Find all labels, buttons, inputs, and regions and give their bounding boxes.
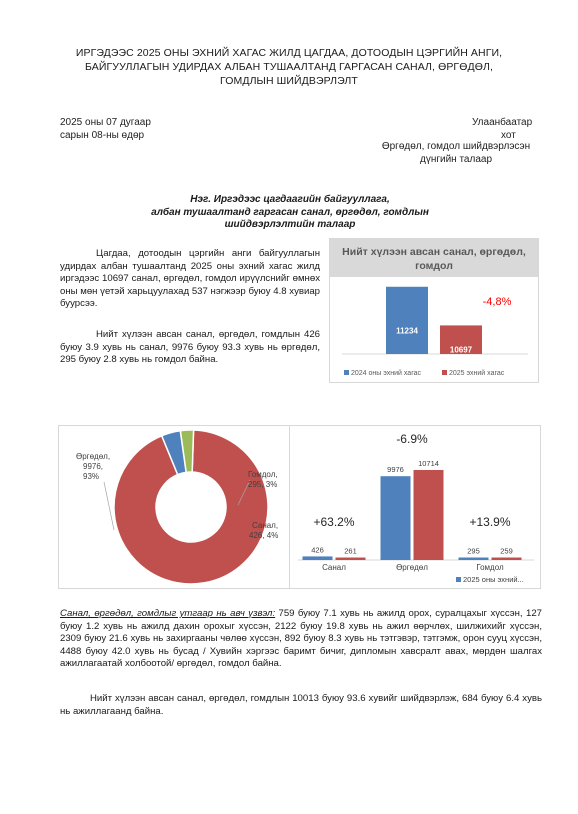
total-received-plot bbox=[330, 277, 538, 382]
bar-value-label: 10714 bbox=[418, 459, 439, 468]
change-label: +63.2% bbox=[313, 515, 355, 529]
section-heading-line-1: Нэг. Иргэдээс цагдаагийн байгууллага, bbox=[190, 194, 390, 205]
legend-label: 2025 оны эхний... bbox=[463, 575, 524, 584]
paragraph-4: Нийт хүлээн авсан санал, өргөдөл, гомдлын 10013 буюу 93.6 хувийг шийдвэрлэж, 684 буюу 6.4 хувь нь ажиллагаанд байна. bbox=[60, 693, 542, 717]
document-date bbox=[60, 116, 151, 142]
bar-value-label: 10697 bbox=[449, 345, 473, 355]
legend-swatch bbox=[442, 370, 447, 375]
donut-chart bbox=[58, 425, 289, 589]
slice-label: Санал, bbox=[252, 521, 279, 530]
bar-value-label: 426 bbox=[311, 545, 324, 555]
city-line-2: хот bbox=[501, 130, 516, 141]
date-line-1: 2025 оны 07 дугаар bbox=[60, 117, 151, 128]
dept-line-1: Өргөдөл, гомдол шийдвэрлэсэн bbox=[381, 141, 531, 152]
section-heading-line-2: албан тушаалтанд гаргасан санал, өргөдөл, гомдлын bbox=[151, 206, 429, 218]
slice-label: 426, 4% bbox=[249, 531, 279, 540]
bar-Санал-2 bbox=[336, 558, 366, 561]
leader-line bbox=[104, 482, 114, 530]
bar-value-label: 259 bbox=[500, 546, 513, 556]
slice-label: Гомдол, bbox=[248, 470, 278, 479]
slice-label: 295, 3% bbox=[248, 480, 278, 489]
bar-value-label: 9976 bbox=[387, 465, 404, 475]
legend-label: 2024 оны эхний хагас bbox=[351, 370, 421, 377]
bar-value-label: 11234 bbox=[396, 326, 418, 336]
bar-Гомдол-1 bbox=[459, 558, 489, 561]
dept-line-2: дүнгийн талаар bbox=[419, 154, 493, 165]
slice-label: 9976, bbox=[83, 462, 104, 471]
bar-Гомдол-2 bbox=[492, 558, 522, 561]
bar-1 bbox=[386, 287, 428, 354]
total-received-chart bbox=[329, 238, 539, 383]
paragraph-3 bbox=[60, 608, 542, 671]
legend-label: 2025 эхний хагас bbox=[449, 370, 505, 377]
paragraph-3-lead: Санал, өргөдөл, гомдлыг утгаар нь авч үзвэл: bbox=[60, 608, 276, 619]
paragraph-2: Нийт хүлээн авсан санал, өргөдөл, гомдлын 426 буюу 3.9 хувь нь санал, 9976 буюу 93.3 хувь нь өргөдөл, 295 буюу 2.8 хувь нь гомдол байна. bbox=[60, 329, 320, 366]
bar-Санал-1 bbox=[303, 556, 333, 560]
date-line-2: сарын 08-ны өдөр bbox=[60, 130, 145, 141]
category-label: Өргөдөл bbox=[396, 563, 428, 572]
section-heading-line-3: шийдвэрлэлтийн талаар bbox=[224, 219, 356, 230]
bar-Өргөдөл-1 bbox=[381, 476, 411, 560]
slice-label: Өргөдөл, bbox=[76, 452, 111, 461]
city-line-1: Улаанбаатар bbox=[472, 117, 533, 128]
document-place bbox=[472, 116, 532, 142]
legend-swatch bbox=[456, 577, 461, 582]
bar-Өргөдөл-2 bbox=[414, 470, 444, 560]
legend-swatch bbox=[344, 370, 349, 375]
document-title: ИРГЭДЭЭС 2025 ОНЫ ЭХНИЙ ХАГАС ЖИЛД ЦАГДАА, ДОТООДЫН ЦЭРГИЙН АНГИ, БАЙГУУЛЛАГЫН УДИРДАХ АЛБАН ТУШААЛТАНД ГАРГАСАН САНАЛ, ӨРГӨДӨЛ, ГОМДЛЫН ШИЙДВЭРЛЭЛТ bbox=[75, 47, 503, 87]
paragraph-1: Цагдаа, дотоодын цэргийн анги байгууллагын удирдах албан тушаалтанд 2025 оны эхний хагас жилд иргэдээс 10697 санал, өргөдөл, гомдол ирүүлснийг өмнөх оны мөн үетэй харьцуулахад 537 нэгжээр буюу 4.8 хувиар буурсээ. bbox=[60, 248, 320, 310]
change-label: -4,8% bbox=[482, 296, 512, 308]
section-heading bbox=[140, 194, 440, 232]
grouped-bar-chart bbox=[290, 425, 541, 589]
bar-value-label: 295 bbox=[467, 546, 480, 556]
category-label: Санал bbox=[322, 563, 346, 572]
change-label: +13.9% bbox=[469, 515, 511, 529]
change-label: -6.9% bbox=[396, 432, 428, 446]
bar-value-label: 261 bbox=[344, 546, 357, 556]
category-label: Гомдол bbox=[476, 563, 504, 572]
chart-title: Нийт хүлээн авсан санал, өргөдөл, гомдол bbox=[330, 239, 538, 277]
slice-label: 93% bbox=[83, 472, 100, 481]
paragraph-3-body: 759 буюу 7.1 хувь нь ажилд орох, суралцахыг хүссэн, 127 буюу 1.2 хувь нь ажилд дахин орохыг хүссэн, 2122 буюу 19.8 хувь нь ажил өөрчлөх, шилжихийг хүссэн, 2309 буюу 21.6 хувь нь захиргааны чөлөө хүссэн, 892 буюу 8.3 хувь нь тэтгэвэр, тэтгэмж, орон сууц хүссэн, 4488 буюу 42.0 хувь нь бусад / Хувийн хэргээс баримт бичиг, дипломын хавсралт авах, мөрдөн шалгах ажиллагаатай холбоотой/ өргөдөл, гомдол байна. bbox=[60, 608, 542, 670]
document-department bbox=[372, 140, 540, 166]
